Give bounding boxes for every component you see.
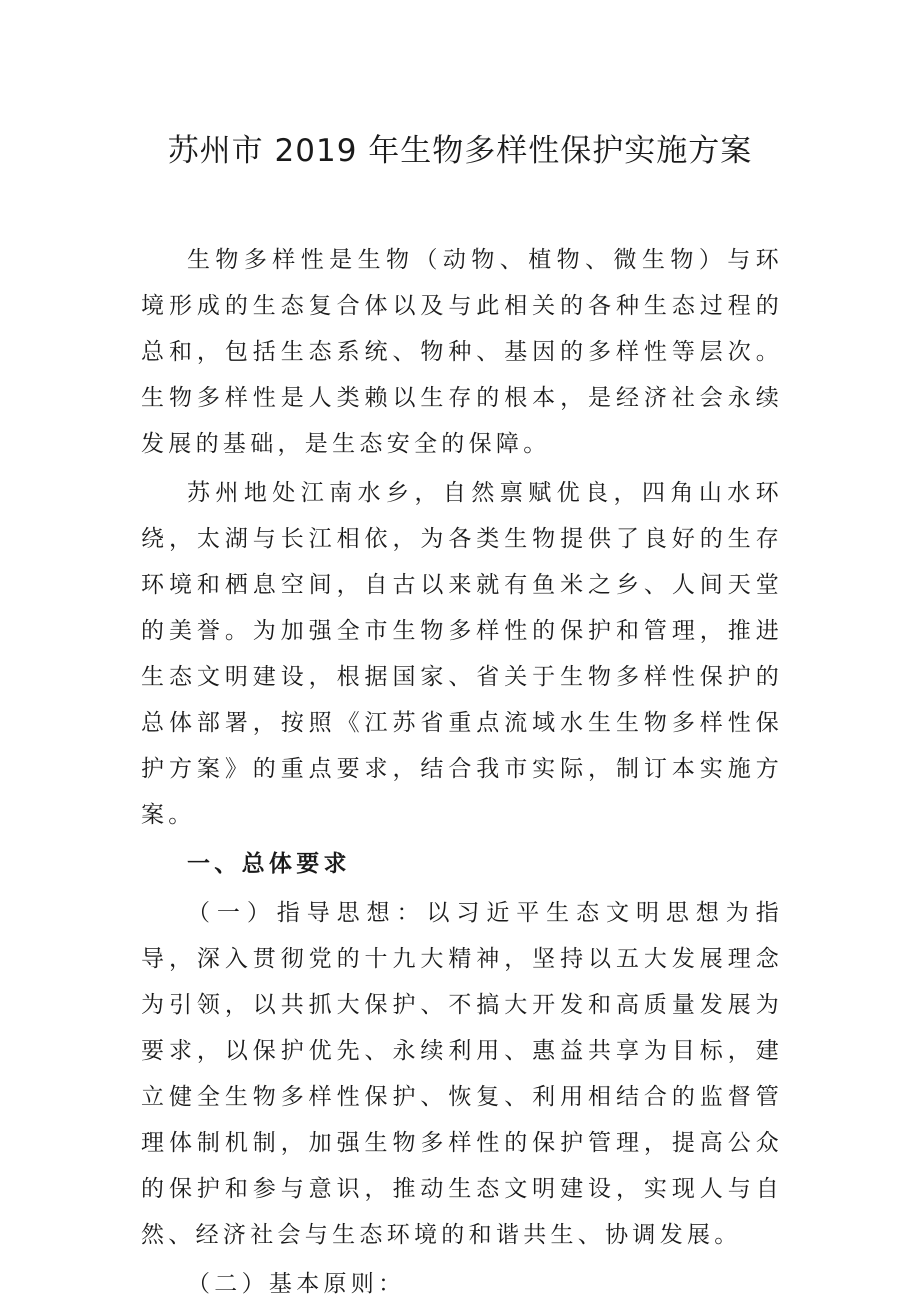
section-heading-general-requirements: 一、总体要求 [187, 851, 351, 877]
intro-paragraph: 生物多样性是生物（动物、植物、微生物）与环境形成的生态复合体以及与此相关的各种生态过程的总和，包括生态系统、物种、基因的多样性等层次。生物多样性是人类赖以生存的根本，是经济社会永续发展的基础，是生态安全的保障。 [141, 247, 783, 457]
basic-principles-paragraph: （二）基本原则： [187, 1271, 406, 1297]
document-title: 苏州市 2019 年生物多样性保护实施方案 [167, 133, 753, 169]
background-paragraph: 苏州地处江南水乡，自然禀赋优良，四角山水环绕，太湖与长江相依，为各类生物提供了良好的生存环境和栖息空间，自古以来就有鱼米之乡、人间天堂的美誉。为加强全市生物多样性的保护和管理，推进生态文明建设，根据国家、省关于生物多样性保护的总体部署，按照《江苏省重点流域水生生物多样性保护方案》的重点要求，结合我市实际，制订本实施方案。 [141, 480, 783, 828]
guiding-ideology-paragraph: （一）指导思想：以习近平生态文明思想为指导，深入贯彻党的十九大精神，坚持以五大发展理念为引领，以共抓大保护、不搞大开发和高质量发展为要求，以保护优先、永续利用、惠益共享为目标，建立健全生物多样性保护、恢复、利用相结合的监督管理体制机制，加强生物多样性的保护管理，提高公众的保护和参与意识，推动生态文明建设，实现人与自然、经济社会与生态环境的和谐共生、协调发展。 [141, 900, 783, 1248]
document-body [141, 237, 783, 1310]
